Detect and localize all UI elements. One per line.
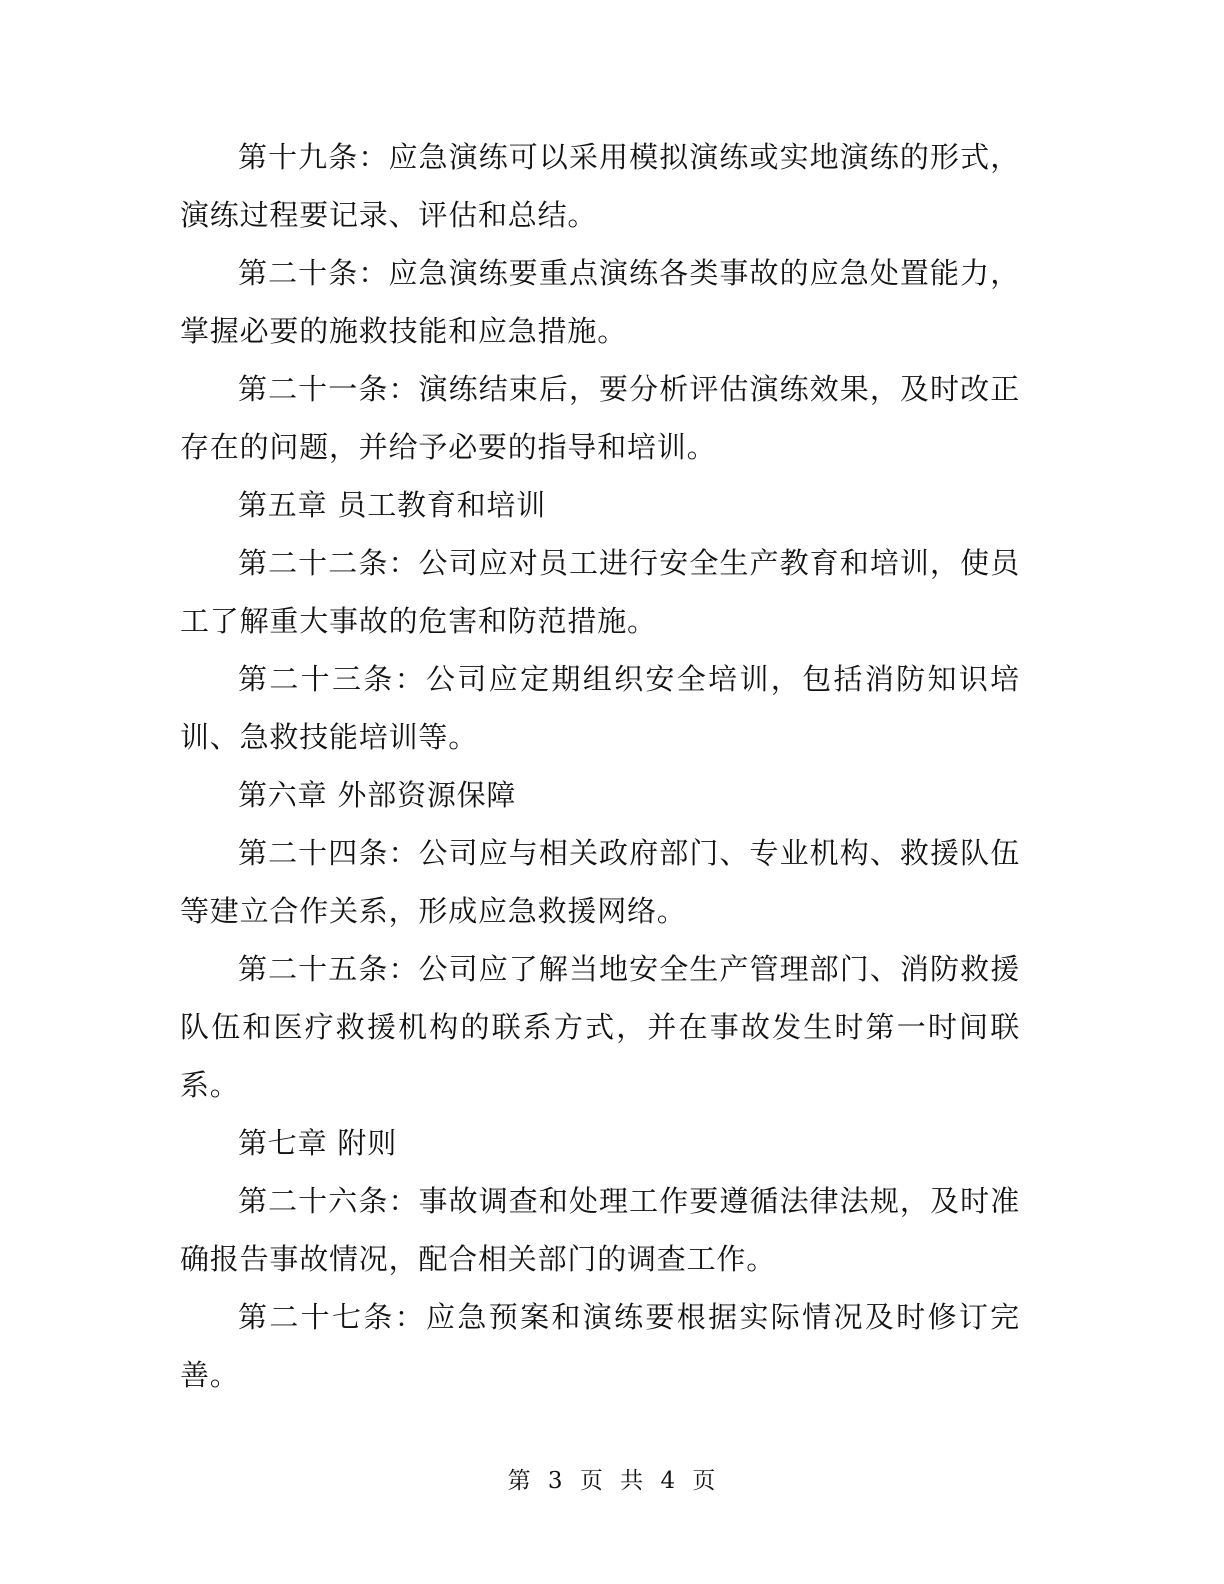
chapter-6-heading: 第六章 外部资源保障 [238,778,517,812]
article-19: 第十九条：应急演练可以采用模拟演练或实地演练的形式，演练过程要记录、评估和总结。 [180,140,1020,232]
article-26: 第二十六条：事故调查和处理工作要遵循法律法规，及时准确报告事故情况，配合相关部门的调查工作。 [180,1184,1020,1276]
article-23: 第二十三条：公司应定期组织安全培训，包括消防知识培训、急救技能培训等。 [180,662,1020,754]
article-27: 第二十七条：应急预案和演练要根据实际情况及时修订完善。 [180,1300,1020,1392]
page-number-footer: 第 3 页 共 4 页 [507,1468,717,1494]
article-21: 第二十一条：演练结束后，要分析评估演练效果，及时改正存在的问题，并给予必要的指导和培训。 [180,372,1020,464]
chapter-5-heading: 第五章 员工教育和培训 [238,488,547,522]
article-25: 第二十五条：公司应了解当地安全生产管理部门、消防救援队伍和医疗救援机构的联系方式，并在事故发生时第一时间联系。 [180,952,1020,1102]
chapter-7-heading: 第七章 附则 [238,1126,398,1160]
document-body [180,128,1020,1404]
article-22: 第二十二条：公司应对员工进行安全生产教育和培训，使员工了解重大事故的危害和防范措施。 [180,546,1020,638]
article-20: 第二十条：应急演练要重点演练各类事故的应急处置能力，掌握必要的施救技能和应急措施。 [180,256,1020,348]
article-24: 第二十四条：公司应与相关政府部门、专业机构、救援队伍等建立合作关系，形成应急救援网络。 [180,836,1020,928]
